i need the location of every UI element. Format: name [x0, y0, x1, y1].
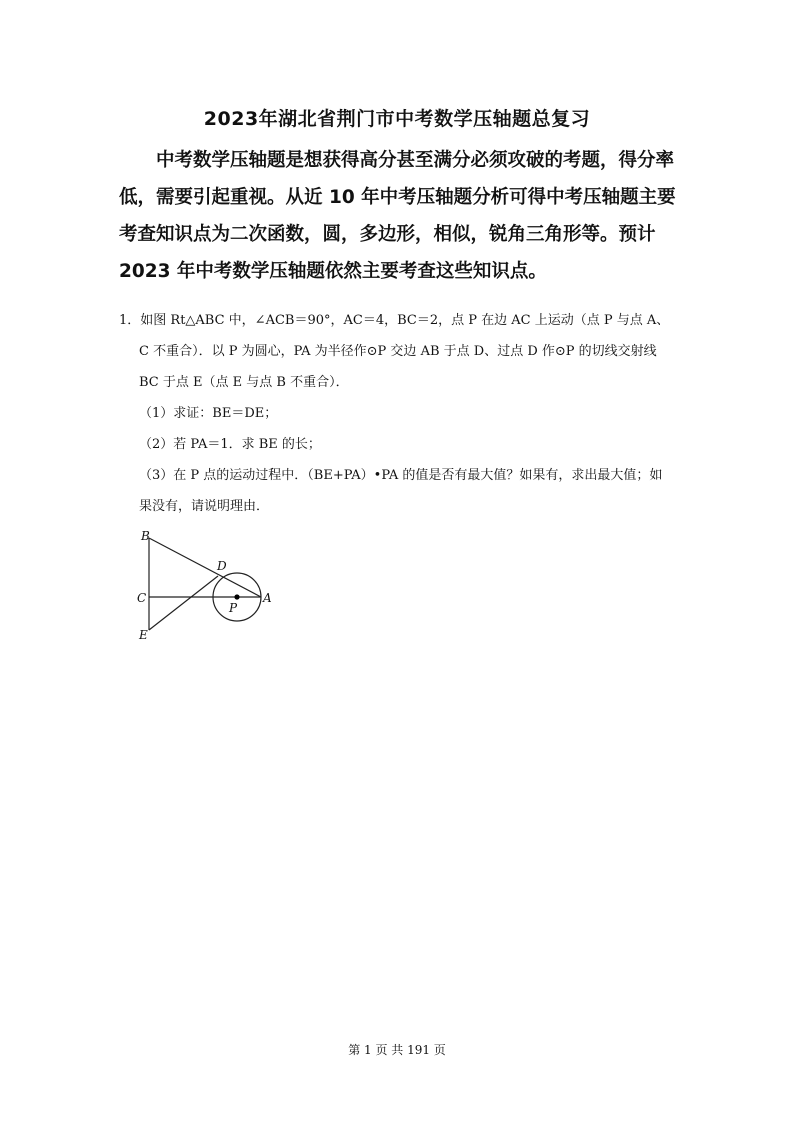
sub-question-2: （2）若 PA＝1．求 BE 的长；: [139, 437, 321, 452]
label-C: C: [137, 591, 147, 605]
segment-DE: [149, 576, 218, 630]
sub-question-3: （3）在 P 点的运动过程中．（BE+PA）•PA 的值是否有最大值？如果有，求出最大值；如: [139, 468, 663, 483]
center-point-P: [234, 594, 239, 599]
label-P: P: [229, 601, 238, 615]
label-E: E: [139, 628, 148, 642]
segment-AB: [149, 538, 261, 597]
problem-1: [119, 305, 679, 522]
intro-line-1: 中考数学压轴题是想获得高分甚至满分必须攻破的考题，得分率: [156, 150, 675, 171]
intro-line-2: 低，需要引起重视。从近 10 年中考压轴题分析可得中考压轴题主要: [119, 187, 676, 208]
page-footer: 第 1 页 共 191 页: [348, 1043, 446, 1057]
label-B: B: [141, 529, 150, 543]
sub-question-1: （1）求证：BE＝DE；: [139, 406, 278, 421]
label-A: A: [263, 591, 272, 605]
problem-statement-line-1: 1．如图 Rt△ABC 中，∠ACB＝90°，AC＝4，BC＝2，点 P 在边 AC 上运动（点 P 与点 A、: [119, 313, 670, 328]
sub-question-3-cont: 果没有，请说明理由．: [139, 499, 270, 514]
intro-line-3: 考查知识点为二次函数，圆，多边形，相似，锐角三角形等。预计: [119, 224, 656, 245]
geometry-figure: [131, 524, 281, 648]
document-title: 2023年湖北省荆门市中考数学压轴题总复习: [203, 108, 591, 130]
problem-statement-line-3: BC 于点 E（点 E 与点 B 不重合）．: [139, 375, 349, 390]
intro-line-4: 2023 年中考数学压轴题依然主要考查这些知识点。: [119, 261, 547, 282]
intro-paragraph: [119, 142, 679, 290]
problem-statement-line-2: C 不重合）．以 P 为圆心，PA 为半径作⊙P 交边 AB 于点 D、过点 D 作⊙P 的切线交射线: [139, 344, 657, 359]
label-D: D: [217, 559, 227, 573]
